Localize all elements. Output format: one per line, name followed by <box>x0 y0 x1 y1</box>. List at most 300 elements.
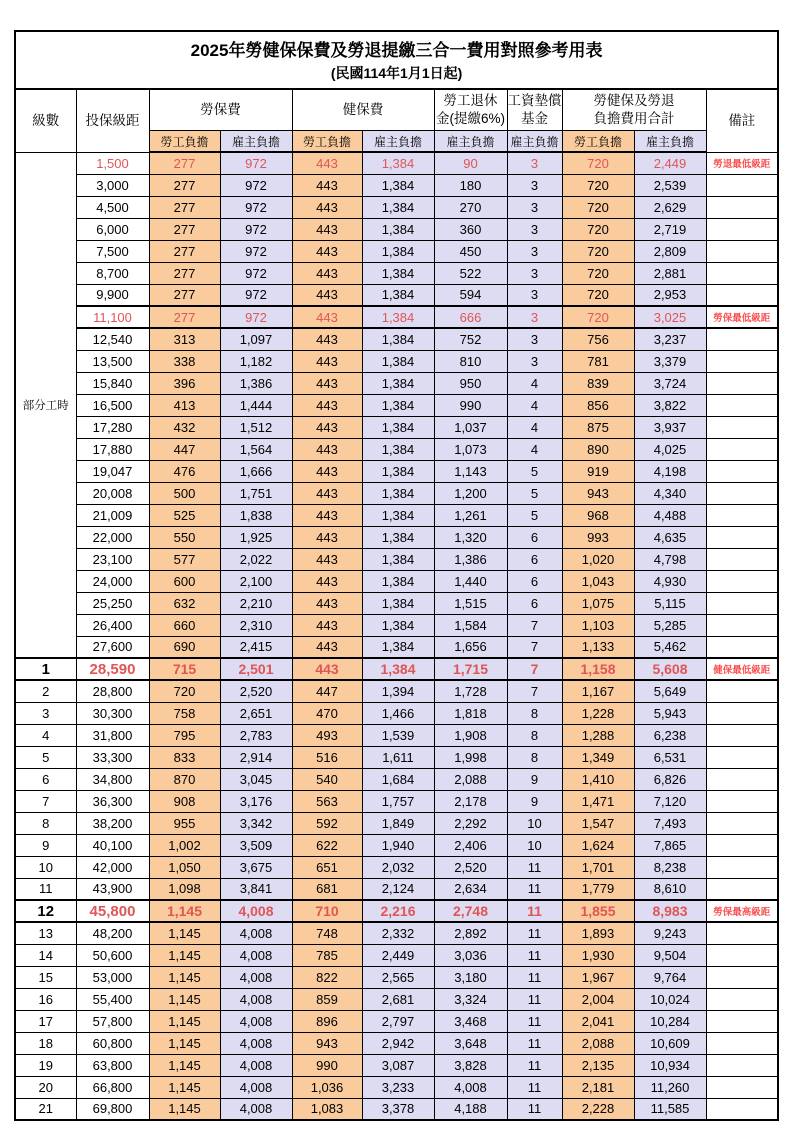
table-row <box>15 416 778 438</box>
cell-total-employee: 1,855 <box>562 900 634 922</box>
cell-total-employer: 2,629 <box>634 196 706 218</box>
cell-labor-employee: 795 <box>149 724 220 746</box>
cell-labor-employer: 2,651 <box>220 702 292 724</box>
cell-pension-employer: 3,180 <box>434 966 507 988</box>
table-row <box>15 856 778 878</box>
cell-total-employer: 7,493 <box>634 812 706 834</box>
cell-fund-employer: 4 <box>507 438 562 460</box>
cell-health-employer: 1,384 <box>362 636 434 658</box>
cell-total-employer: 2,449 <box>634 152 706 174</box>
table-row <box>15 1032 778 1054</box>
cell-health-employee: 443 <box>292 218 362 240</box>
cell-health-employer: 1,384 <box>362 592 434 614</box>
cell-health-employee: 516 <box>292 746 362 768</box>
cell-remark <box>706 570 778 592</box>
cell-pension-employer: 1,320 <box>434 526 507 548</box>
cell-pension-employer: 2,892 <box>434 922 507 944</box>
cell-pension-employer: 1,584 <box>434 614 507 636</box>
cell-labor-employer: 972 <box>220 306 292 328</box>
cell-pension-employer: 2,088 <box>434 768 507 790</box>
cell-remark <box>706 460 778 482</box>
cell-remark <box>706 1054 778 1076</box>
cell-labor-employee: 577 <box>149 548 220 570</box>
cell-total-employer: 5,115 <box>634 592 706 614</box>
cell-level: 1 <box>15 658 76 680</box>
table-row <box>15 1076 778 1098</box>
cell-health-employee: 651 <box>292 856 362 878</box>
table-row <box>15 790 778 812</box>
cell-health-employer: 1,384 <box>362 372 434 394</box>
cell-remark <box>706 988 778 1010</box>
cell-health-employer: 1,384 <box>362 196 434 218</box>
cell-labor-employee: 277 <box>149 240 220 262</box>
cell-health-employee: 443 <box>292 482 362 504</box>
cell-labor-employee: 1,145 <box>149 1098 220 1120</box>
cell-remark <box>706 592 778 614</box>
table-row <box>15 658 778 680</box>
table-row <box>15 900 778 922</box>
cell-labor-employee: 1,145 <box>149 900 220 922</box>
cell-total-employer: 5,649 <box>634 680 706 702</box>
cell-labor-employer: 972 <box>220 218 292 240</box>
cell-pension-employer: 3,324 <box>434 988 507 1010</box>
cell-total-employee: 1,471 <box>562 790 634 812</box>
cell-labor-employer: 4,008 <box>220 1076 292 1098</box>
cell-total-employee: 993 <box>562 526 634 548</box>
cell-bracket: 23,100 <box>76 548 149 570</box>
cell-health-employer: 1,384 <box>362 438 434 460</box>
cell-health-employee: 493 <box>292 724 362 746</box>
cell-fund-employer: 5 <box>507 504 562 526</box>
cell-total-employee: 1,103 <box>562 614 634 636</box>
cell-total-employee: 720 <box>562 218 634 240</box>
cell-bracket: 42,000 <box>76 856 149 878</box>
cell-remark <box>706 746 778 768</box>
cell-health-employer: 1,384 <box>362 658 434 680</box>
cell-remark <box>706 548 778 570</box>
cell-labor-employee: 313 <box>149 328 220 350</box>
cell-bracket: 28,800 <box>76 680 149 702</box>
cell-labor-employer: 3,342 <box>220 812 292 834</box>
table-row <box>15 878 778 900</box>
table-row <box>15 460 778 482</box>
cell-health-employer: 1,384 <box>362 460 434 482</box>
cell-fund-employer: 10 <box>507 812 562 834</box>
cell-bracket: 21,009 <box>76 504 149 526</box>
cell-total-employer: 3,237 <box>634 328 706 350</box>
subheader-labor-employer: 雇主負擔 <box>220 131 292 153</box>
cell-pension-employer: 360 <box>434 218 507 240</box>
cell-total-employee: 890 <box>562 438 634 460</box>
cell-labor-employer: 4,008 <box>220 988 292 1010</box>
cell-health-employee: 443 <box>292 526 362 548</box>
table-row <box>15 372 778 394</box>
cell-pension-employer: 2,520 <box>434 856 507 878</box>
table-row <box>15 988 778 1010</box>
cell-health-employer: 1,466 <box>362 702 434 724</box>
cell-remark <box>706 790 778 812</box>
cell-health-employer: 3,378 <box>362 1098 434 1120</box>
cell-pension-employer: 810 <box>434 350 507 372</box>
cell-labor-employee: 476 <box>149 460 220 482</box>
cell-fund-employer: 4 <box>507 416 562 438</box>
cell-total-employer: 4,798 <box>634 548 706 570</box>
cell-bracket: 7,500 <box>76 240 149 262</box>
cell-bracket: 17,880 <box>76 438 149 460</box>
cell-health-employer: 2,332 <box>362 922 434 944</box>
cell-total-employee: 781 <box>562 350 634 372</box>
cell-bracket: 1,500 <box>76 152 149 174</box>
cell-labor-employer: 4,008 <box>220 922 292 944</box>
cell-health-employer: 2,681 <box>362 988 434 1010</box>
cell-health-employer: 1,384 <box>362 284 434 306</box>
table-row <box>15 504 778 526</box>
cell-health-employee: 710 <box>292 900 362 922</box>
cell-remark <box>706 1076 778 1098</box>
table-body <box>15 152 778 1120</box>
cell-total-employer: 6,238 <box>634 724 706 746</box>
cell-labor-employee: 277 <box>149 196 220 218</box>
cell-labor-employee: 715 <box>149 658 220 680</box>
table-row <box>15 636 778 658</box>
cell-bracket: 12,540 <box>76 328 149 350</box>
cell-bracket: 11,100 <box>76 306 149 328</box>
cell-pension-employer: 1,440 <box>434 570 507 592</box>
cell-health-employee: 443 <box>292 592 362 614</box>
table-row <box>15 284 778 306</box>
cell-labor-employer: 972 <box>220 152 292 174</box>
part-time-label: 部分工時 <box>15 152 76 658</box>
table-row <box>15 746 778 768</box>
cell-pension-employer: 2,178 <box>434 790 507 812</box>
cell-fund-employer: 6 <box>507 570 562 592</box>
subheader-pension-employer: 雇主負擔 <box>434 131 507 153</box>
cell-bracket: 34,800 <box>76 768 149 790</box>
cell-labor-employee: 690 <box>149 636 220 658</box>
cell-fund-employer: 11 <box>507 1010 562 1032</box>
cell-bracket: 38,200 <box>76 812 149 834</box>
cell-health-employer: 1,384 <box>362 328 434 350</box>
cell-total-employer: 8,238 <box>634 856 706 878</box>
cell-level: 4 <box>15 724 76 746</box>
cell-total-employee: 856 <box>562 394 634 416</box>
col-group-labor-insurance: 勞保費 <box>149 89 292 131</box>
cell-total-employer: 11,260 <box>634 1076 706 1098</box>
cell-level: 5 <box>15 746 76 768</box>
cell-remark <box>706 966 778 988</box>
cell-labor-employer: 1,512 <box>220 416 292 438</box>
cell-total-employer: 2,539 <box>634 174 706 196</box>
cell-pension-employer: 1,261 <box>434 504 507 526</box>
cell-labor-employer: 4,008 <box>220 1098 292 1120</box>
cell-total-employee: 1,701 <box>562 856 634 878</box>
cell-labor-employee: 277 <box>149 152 220 174</box>
cell-labor-employer: 1,097 <box>220 328 292 350</box>
cell-bracket: 9,900 <box>76 284 149 306</box>
cell-fund-employer: 10 <box>507 834 562 856</box>
cell-health-employer: 1,384 <box>362 614 434 636</box>
cell-health-employer: 1,384 <box>362 218 434 240</box>
cell-fund-employer: 9 <box>507 768 562 790</box>
cell-bracket: 57,800 <box>76 1010 149 1032</box>
cell-fund-employer: 11 <box>507 900 562 922</box>
cell-remark <box>706 262 778 284</box>
cell-fund-employer: 11 <box>507 1032 562 1054</box>
cell-labor-employee: 1,050 <box>149 856 220 878</box>
cell-labor-employer: 4,008 <box>220 900 292 922</box>
cell-remark: 勞保最高級距 <box>706 900 778 922</box>
cell-health-employer: 2,124 <box>362 878 434 900</box>
cell-remark <box>706 680 778 702</box>
cell-health-employee: 540 <box>292 768 362 790</box>
cell-labor-employer: 1,386 <box>220 372 292 394</box>
cell-fund-employer: 3 <box>507 240 562 262</box>
table-row <box>15 174 778 196</box>
cell-total-employee: 2,088 <box>562 1032 634 1054</box>
table-row <box>15 680 778 702</box>
cell-labor-employee: 600 <box>149 570 220 592</box>
cell-fund-employer: 3 <box>507 196 562 218</box>
cell-remark <box>706 504 778 526</box>
cell-labor-employer: 3,045 <box>220 768 292 790</box>
cell-health-employee: 563 <box>292 790 362 812</box>
cell-bracket: 33,300 <box>76 746 149 768</box>
cell-remark: 健保最低級距 <box>706 658 778 680</box>
cell-bracket: 43,900 <box>76 878 149 900</box>
cell-fund-employer: 7 <box>507 680 562 702</box>
cell-level: 11 <box>15 878 76 900</box>
page-title: 2025年勞健保保費及勞退提繳三合一費用對照參考用表 <box>190 41 603 61</box>
cell-bracket: 20,008 <box>76 482 149 504</box>
cell-pension-employer: 180 <box>434 174 507 196</box>
cell-total-employee: 1,288 <box>562 724 634 746</box>
cell-pension-employer: 1,037 <box>434 416 507 438</box>
cell-total-employer: 2,881 <box>634 262 706 284</box>
cell-level: 10 <box>15 856 76 878</box>
table-row <box>15 724 778 746</box>
cell-labor-employer: 1,666 <box>220 460 292 482</box>
cell-fund-employer: 11 <box>507 988 562 1010</box>
cell-health-employee: 443 <box>292 328 362 350</box>
cell-pension-employer: 1,515 <box>434 592 507 614</box>
cell-remark <box>706 702 778 724</box>
cell-pension-employer: 1,908 <box>434 724 507 746</box>
cell-labor-employer: 3,176 <box>220 790 292 812</box>
cell-health-employer: 3,087 <box>362 1054 434 1076</box>
cell-health-employer: 2,216 <box>362 900 434 922</box>
cell-bracket: 69,800 <box>76 1098 149 1120</box>
cell-total-employer: 6,826 <box>634 768 706 790</box>
cell-health-employee: 443 <box>292 614 362 636</box>
cell-total-employee: 720 <box>562 306 634 328</box>
cell-remark <box>706 922 778 944</box>
cell-remark <box>706 768 778 790</box>
cell-labor-employer: 972 <box>220 284 292 306</box>
cell-total-employee: 839 <box>562 372 634 394</box>
cell-level: 20 <box>15 1076 76 1098</box>
table-row <box>15 834 778 856</box>
cell-total-employee: 1,930 <box>562 944 634 966</box>
cell-labor-employer: 2,100 <box>220 570 292 592</box>
cell-bracket: 15,840 <box>76 372 149 394</box>
table-row <box>15 702 778 724</box>
cell-health-employee: 443 <box>292 636 362 658</box>
cell-health-employee: 622 <box>292 834 362 856</box>
cell-pension-employer: 90 <box>434 152 507 174</box>
cell-health-employer: 2,942 <box>362 1032 434 1054</box>
cell-health-employee: 990 <box>292 1054 362 1076</box>
cell-bracket: 55,400 <box>76 988 149 1010</box>
cell-health-employer: 1,384 <box>362 394 434 416</box>
cell-fund-employer: 4 <box>507 372 562 394</box>
cell-health-employer: 2,449 <box>362 944 434 966</box>
cell-total-employee: 720 <box>562 152 634 174</box>
table-title-block <box>15 31 778 89</box>
cell-bracket: 13,500 <box>76 350 149 372</box>
subheader-fund-employer: 雇主負擔 <box>507 131 562 153</box>
cell-fund-employer: 5 <box>507 460 562 482</box>
cell-health-employer: 1,384 <box>362 416 434 438</box>
cell-health-employee: 443 <box>292 416 362 438</box>
cell-total-employer: 3,822 <box>634 394 706 416</box>
cell-labor-employee: 908 <box>149 790 220 812</box>
cell-total-employee: 756 <box>562 328 634 350</box>
cell-labor-employee: 1,145 <box>149 988 220 1010</box>
cell-total-employer: 9,243 <box>634 922 706 944</box>
col-group-pension: 勞工退休 金(提繳6%) <box>434 89 507 131</box>
cell-health-employee: 443 <box>292 306 362 328</box>
cell-total-employer: 4,340 <box>634 482 706 504</box>
cell-bracket: 40,100 <box>76 834 149 856</box>
cell-remark <box>706 834 778 856</box>
cell-total-employee: 943 <box>562 482 634 504</box>
cell-health-employee: 859 <box>292 988 362 1010</box>
cell-bracket: 17,280 <box>76 416 149 438</box>
cell-fund-employer: 11 <box>507 856 562 878</box>
cell-labor-employee: 396 <box>149 372 220 394</box>
cell-remark <box>706 812 778 834</box>
cell-total-employee: 1,779 <box>562 878 634 900</box>
cell-pension-employer: 522 <box>434 262 507 284</box>
cell-labor-employee: 447 <box>149 438 220 460</box>
col-header-bracket: 投保級距 <box>76 89 149 152</box>
cell-labor-employee: 1,145 <box>149 1054 220 1076</box>
cell-fund-employer: 11 <box>507 944 562 966</box>
cell-health-employer: 1,384 <box>362 526 434 548</box>
cell-level: 14 <box>15 944 76 966</box>
cell-total-employer: 5,608 <box>634 658 706 680</box>
cell-health-employer: 1,384 <box>362 306 434 328</box>
cell-health-employer: 1,384 <box>362 570 434 592</box>
cell-total-employer: 2,953 <box>634 284 706 306</box>
cell-labor-employer: 2,022 <box>220 548 292 570</box>
cell-health-employer: 1,384 <box>362 262 434 284</box>
cell-total-employee: 1,167 <box>562 680 634 702</box>
cell-health-employee: 592 <box>292 812 362 834</box>
cell-fund-employer: 3 <box>507 306 562 328</box>
cell-total-employer: 3,379 <box>634 350 706 372</box>
cell-pension-employer: 2,292 <box>434 812 507 834</box>
cell-pension-employer: 1,728 <box>434 680 507 702</box>
cell-remark <box>706 174 778 196</box>
cell-bracket: 31,800 <box>76 724 149 746</box>
table-row <box>15 240 778 262</box>
cell-total-employer: 2,809 <box>634 240 706 262</box>
table-row <box>15 328 778 350</box>
cell-remark: 勞退最低級距 <box>706 152 778 174</box>
cell-total-employer: 4,635 <box>634 526 706 548</box>
cell-remark <box>706 614 778 636</box>
cell-total-employee: 720 <box>562 196 634 218</box>
cell-labor-employee: 833 <box>149 746 220 768</box>
cell-fund-employer: 8 <box>507 724 562 746</box>
cell-fund-employer: 3 <box>507 350 562 372</box>
cell-health-employer: 1,384 <box>362 482 434 504</box>
cell-pension-employer: 1,656 <box>434 636 507 658</box>
cell-bracket: 4,500 <box>76 196 149 218</box>
cell-labor-employee: 338 <box>149 350 220 372</box>
cell-level: 15 <box>15 966 76 988</box>
cell-health-employee: 443 <box>292 240 362 262</box>
cell-bracket: 36,300 <box>76 790 149 812</box>
cell-health-employer: 1,384 <box>362 350 434 372</box>
cell-health-employee: 443 <box>292 570 362 592</box>
cell-labor-employer: 2,415 <box>220 636 292 658</box>
cell-pension-employer: 1,143 <box>434 460 507 482</box>
table-row <box>15 966 778 988</box>
cell-health-employee: 443 <box>292 152 362 174</box>
cell-remark <box>706 416 778 438</box>
cell-health-employer: 1,849 <box>362 812 434 834</box>
cell-fund-employer: 7 <box>507 636 562 658</box>
cell-level: 21 <box>15 1098 76 1120</box>
cell-level: 13 <box>15 922 76 944</box>
cell-labor-employer: 3,509 <box>220 834 292 856</box>
cell-total-employee: 720 <box>562 240 634 262</box>
cell-pension-employer: 3,828 <box>434 1054 507 1076</box>
cell-level: 12 <box>15 900 76 922</box>
cell-remark: 勞保最低級距 <box>706 306 778 328</box>
cell-labor-employer: 1,564 <box>220 438 292 460</box>
cell-fund-employer: 4 <box>507 394 562 416</box>
cell-health-employer: 1,539 <box>362 724 434 746</box>
cell-health-employer: 1,384 <box>362 504 434 526</box>
cell-remark <box>706 724 778 746</box>
table-row <box>15 526 778 548</box>
cell-remark <box>706 240 778 262</box>
col-header-level: 級數 <box>15 89 76 152</box>
cell-total-employer: 3,025 <box>634 306 706 328</box>
cell-health-employer: 1,611 <box>362 746 434 768</box>
cell-level: 7 <box>15 790 76 812</box>
cell-total-employee: 1,158 <box>562 658 634 680</box>
cell-pension-employer: 1,200 <box>434 482 507 504</box>
cell-labor-employer: 3,675 <box>220 856 292 878</box>
cell-pension-employer: 1,715 <box>434 658 507 680</box>
cell-remark <box>706 218 778 240</box>
cell-bracket: 22,000 <box>76 526 149 548</box>
cell-pension-employer: 2,748 <box>434 900 507 922</box>
cell-fund-employer: 8 <box>507 702 562 724</box>
cell-bracket: 25,250 <box>76 592 149 614</box>
cell-labor-employee: 1,145 <box>149 1010 220 1032</box>
cell-labor-employer: 3,841 <box>220 878 292 900</box>
cell-health-employer: 2,032 <box>362 856 434 878</box>
cell-labor-employer: 1,182 <box>220 350 292 372</box>
cell-bracket: 3,000 <box>76 174 149 196</box>
table-row <box>15 262 778 284</box>
table-row <box>15 1098 778 1120</box>
